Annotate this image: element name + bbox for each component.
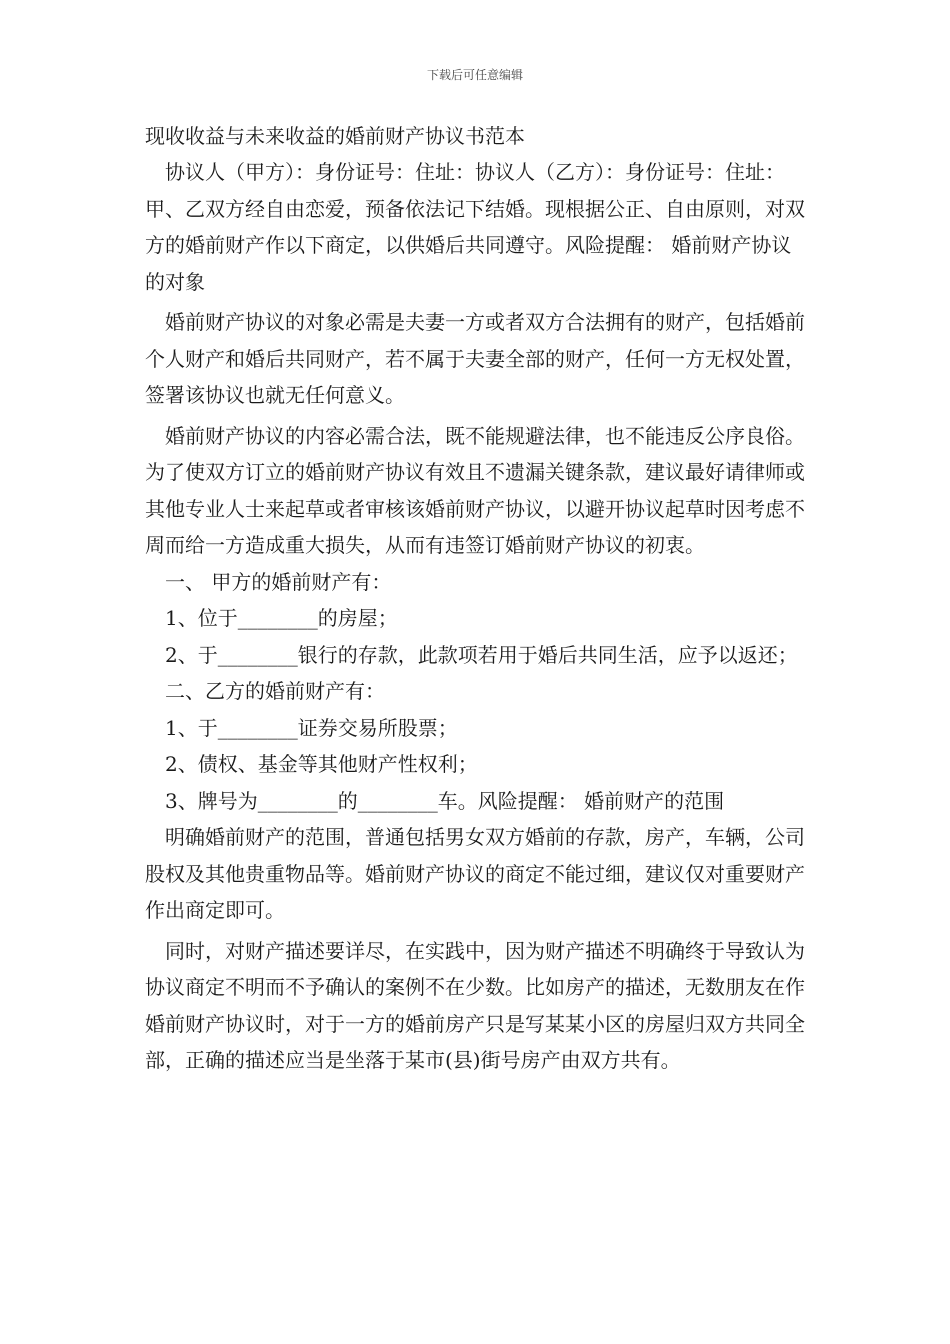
document-body — [145, 118, 805, 1079]
page-header-note: 下载后可任意编辑 — [426, 68, 523, 82]
paragraph-property-description: 同时，对财产描述要详尽，在实践中，因为财产描述不明确终于导致认为协议商定不明而不予确认的案例不在少数。比如房产的描述，无数朋友在作婚前财产协议时，对于一方的婚前房产只是写某某小区的房屋归双方共同全部，正确的描述应当是坐落于某市(县)街号房产由双方共有。 — [145, 938, 805, 1072]
section-heading-party-b: 二、乙方的婚前财产有： — [165, 679, 385, 703]
list-item-party-a-deposit: 2、于________银行的存款，此款项若用于婚后共同生活，应予以返还； — [165, 642, 798, 667]
list-item-party-b-stock: 1、于________证券交易所股票； — [165, 715, 458, 740]
list-item-party-b-car: 3、牌号为________的________车。风险提醒： 婚前财产的范围 — [165, 788, 725, 813]
list-item-party-b-rights: 2、债权、基金等其他财产性权利； — [165, 752, 478, 776]
section-heading-party-a: 一、 甲方的婚前财产有： — [165, 569, 392, 594]
paragraph-parties: 协议人（甲方）：身份证号：住址：协议人（乙方）：身份证号：住址：甲、乙双方经自由恋爱，预备依法记下结婚。现根据公正、自由原则，对双方的婚前财产作以下商定，以供婚后共同遵守。风险提醒： 婚前财产协议的对象 — [145, 160, 805, 294]
paragraph-agreement-content: 婚前财产协议的内容必需合法，既不能规避法律，也不能违反公序良俗。为了使双方订立的婚前财产协议有效且不遗漏关键条款，建议最好请律师或其他专业人士来起草或者审核该婚前财产协议，以避开协议起草时因考虑不周而给一方造成重大损失，从而有违签订婚前财产协议的初衷。 — [145, 423, 805, 557]
paragraph-property-scope: 明确婚前财产的范围，普通包括男女双方婚前的存款，房产，车辆，公司股权及其他贵重物品等。婚前财产协议的商定不能过细，建议仅对重要财产作出商定即可。 — [145, 825, 805, 922]
list-item-party-a-house: 1、位于________的房屋； — [165, 606, 398, 630]
paragraph-agreement-object: 婚前财产协议的对象必需是夫妻一方或者双方合法拥有的财产，包括婚前个人财产和婚后共同财产，若不属于夫妻全部的财产，任何一方无权处置，签署该协议也就无任何意义。 — [145, 310, 805, 407]
document-title: 现收收益与未来收益的婚前财产协议书范本 — [145, 124, 525, 148]
